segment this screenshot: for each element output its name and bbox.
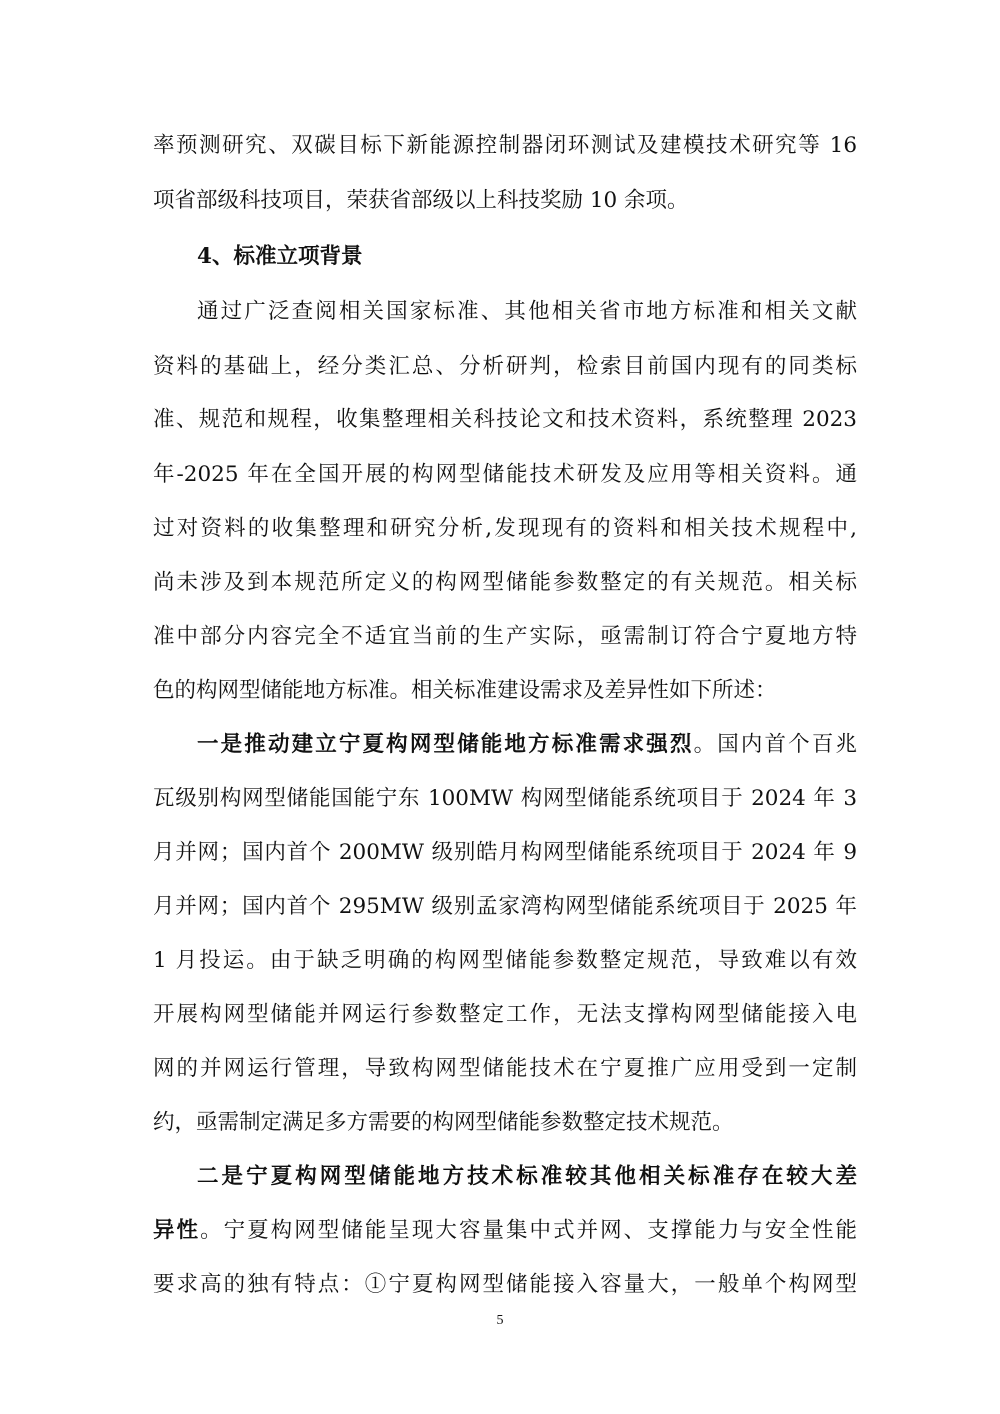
- paragraph-lead-line: 二是宁夏构网型储能地方技术标准较其他相关标准存在较大差: [197, 1164, 857, 1189]
- lead-rest: 。宁夏构网型储能呈现大容量集中式并网、支撑能力与安全性能: [200, 1218, 857, 1243]
- paragraph-line: 月并网；国内首个 295MW 级别孟家湾构网型储能系统项目于 2025 年: [153, 894, 857, 919]
- paragraph-line: 准、规范和规程，收集整理相关科技论文和技术资料，系统整理 2023: [153, 407, 857, 432]
- paragraph-line: 瓦级别构网型储能国能宁东 100MW 构网型储能系统项目于 2024 年 3: [153, 786, 857, 811]
- paragraph-line: 约，亟需制定满足多方需要的构网型储能参数整定技术规范。: [153, 1110, 734, 1135]
- paragraph-line: 率预测研究、双碳目标下新能源控制器闭环测试及建模技术研究等 16: [153, 133, 857, 158]
- paragraph-line: 开展构网型储能并网运行参数整定工作，无法支撑构网型储能接入电: [153, 1002, 857, 1027]
- paragraph-line: 网的并网运行管理，导致构网型储能技术在宁夏推广应用受到一定制: [153, 1056, 857, 1081]
- paragraph-line: 尚未涉及到本规范所定义的构网型储能参数整定的有关规范。相关标: [153, 570, 857, 595]
- section-heading: 4、标准立项背景: [197, 244, 363, 269]
- paragraph-line: 色的构网型储能地方标准。相关标准建设需求及差异性如下所述：: [153, 678, 777, 703]
- lead-rest: 。国内首个百兆: [693, 732, 857, 757]
- paragraph-line: 月并网；国内首个 200MW 级别皓月构网型储能系统项目于 2024 年 9: [153, 840, 857, 865]
- paragraph-line: 通过广泛查阅相关国家标准、其他相关省市地方标准和相关文献: [197, 299, 857, 324]
- paragraph-line: 年-2025 年在全国开展的构网型储能技术研发及应用等相关资料。通: [153, 462, 857, 487]
- paragraph-lead-line: [197, 730, 857, 760]
- paragraph-line: 过对资料的收集整理和研究分析,发现现有的资料和相关技术规程中,: [153, 516, 857, 541]
- paragraph-line: 要求高的独有特点：①宁夏构网型储能接入容量大，一般单个构网型: [153, 1272, 857, 1297]
- paragraph-line: 1 月投运。由于缺乏明确的构网型储能参数整定规范，导致难以有效: [153, 948, 857, 973]
- bold-lead: 异性: [153, 1218, 201, 1243]
- paragraph-line: 项省部级科技项目，荣获省部级以上科技奖励 10 余项。: [153, 188, 689, 213]
- page-number: 5: [496, 1313, 504, 1328]
- paragraph-line: [153, 1216, 857, 1246]
- paragraph-line: 资料的基础上，经分类汇总、分析研判，检索目前国内现有的同类标: [153, 354, 857, 379]
- bold-lead: 一是推动建立宁夏构网型储能地方标准需求强烈: [197, 732, 694, 757]
- paragraph-line: 准中部分内容完全不适宜当前的生产实际，亟需制订符合宁夏地方特: [153, 624, 857, 649]
